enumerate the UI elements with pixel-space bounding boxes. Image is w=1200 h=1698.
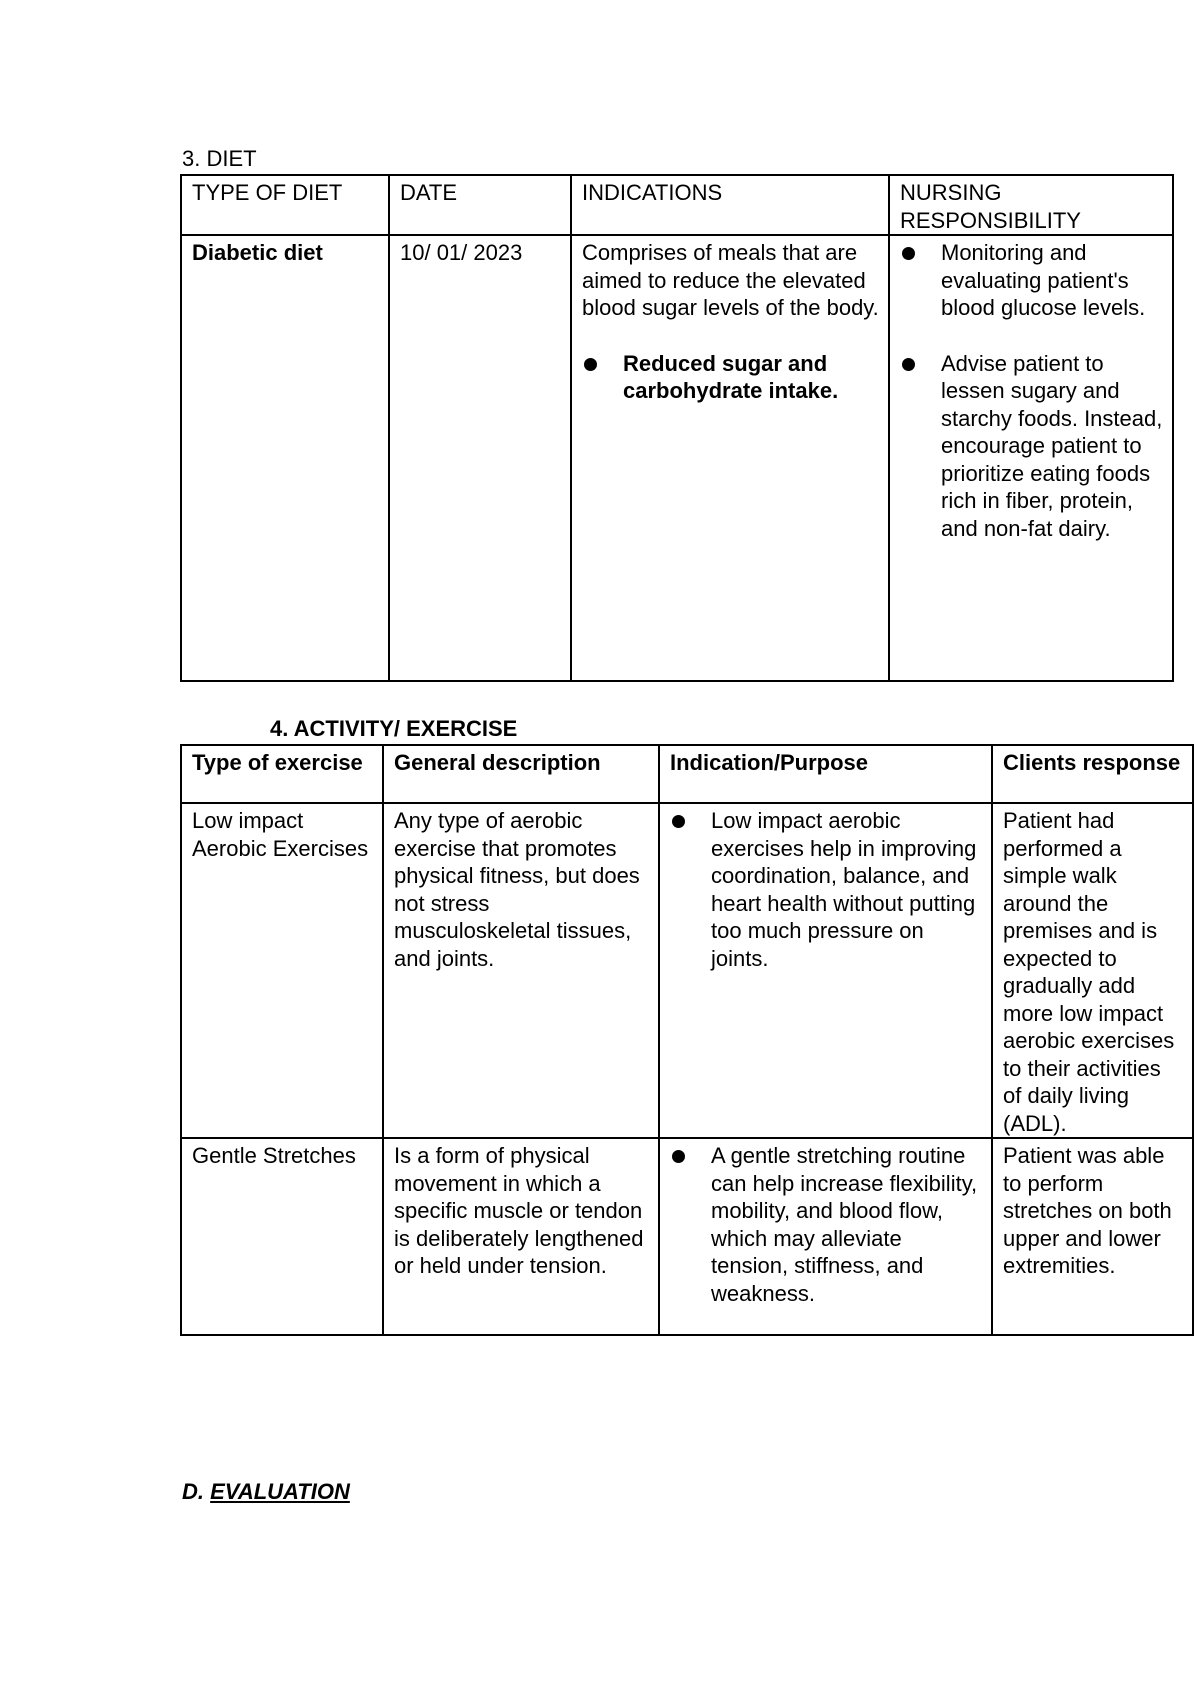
exercise-description: Is a form of physical movement in which a specific muscle or tendon is deliberately lengthened or held under tension. <box>394 1143 644 1278</box>
client-response-cell <box>992 803 1193 1138</box>
table-row <box>181 803 1193 1138</box>
exercise-type-cell <box>181 803 383 1138</box>
list-item <box>670 1142 983 1307</box>
list-item <box>900 350 1164 543</box>
activity-header-description: General description <box>383 745 659 803</box>
evaluation-heading <box>182 1478 350 1505</box>
table-row <box>181 1138 1193 1335</box>
evaluation-label: EVALUATION <box>210 1479 350 1504</box>
exercise-description-cell <box>383 803 659 1138</box>
diet-header-date: DATE <box>389 175 571 235</box>
diet-header-indications: INDICATIONS <box>571 175 889 235</box>
responsibility-text: Advise patient to lessen sugary and starchy foods. Instead, encourage patient to prioritize eating foods rich in fiber, protein, and non-fat dairy. <box>941 350 1163 541</box>
activity-header-response: Clients response <box>992 745 1193 803</box>
activity-header-type: Type of exercise <box>181 745 383 803</box>
client-response-cell <box>992 1138 1193 1335</box>
bullet-icon <box>672 1150 685 1163</box>
exercise-description: Any type of aerobic exercise that promotes physical fitness, but does not stress musculoskeletal tissues, and joints. <box>394 808 640 971</box>
activity-header-purpose: Indication/Purpose <box>659 745 992 803</box>
client-response: Patient had performed a simple walk around the premises and is expected to gradually add more low impact aerobic exercises to their activities of daily living (ADL). <box>1003 808 1175 1136</box>
diet-date-cell <box>389 235 571 681</box>
diet-type: Diabetic diet <box>192 240 323 265</box>
diet-responsibility-cell <box>889 235 1173 681</box>
exercise-purpose: Low impact aerobic exercises help in improving coordination, balance, and heart health without putting too much pressure on joints. <box>711 808 977 971</box>
exercise-purpose-cell <box>659 803 992 1138</box>
bullet-icon <box>584 358 597 371</box>
activity-table <box>180 744 1194 1336</box>
diet-table-header-row <box>181 175 1173 235</box>
client-response: Patient was able to perform stretches on both upper and lower extremities. <box>1003 1143 1172 1278</box>
list-item <box>582 350 880 405</box>
diet-indications-cell <box>571 235 889 681</box>
diet-section-title: 3. DIET <box>182 146 257 171</box>
exercise-purpose: A gentle stretching routine can help increase flexibility, mobility, and blood flow, which may alleviate tension, stiffness, and weakness. <box>711 1143 978 1306</box>
bullet-icon <box>902 358 915 371</box>
diet-table <box>180 174 1174 682</box>
exercise-type: Gentle Stretches <box>192 1143 356 1168</box>
activity-section-title: 4. ACTIVITY/ EXERCISE <box>270 716 518 741</box>
diet-date: 10/ 01/ 2023 <box>400 240 523 265</box>
list-item <box>900 239 1164 322</box>
exercise-description-cell <box>383 1138 659 1335</box>
exercise-purpose-cell <box>659 1138 992 1335</box>
bullet-icon <box>672 815 685 828</box>
diet-indication-text: Comprises of meals that are aimed to reduce the elevated blood sugar levels of the body. <box>582 240 879 320</box>
diet-header-type: TYPE OF DIET <box>181 175 389 235</box>
list-item <box>670 807 983 972</box>
bullet-icon <box>902 247 915 260</box>
activity-table-header-row <box>181 745 1193 803</box>
evaluation-prefix: D. <box>182 1479 211 1504</box>
diet-header-nursing-responsibility: NURSING RESPONSIBILITY <box>889 175 1173 235</box>
exercise-type-cell <box>181 1138 383 1335</box>
exercise-type: Low impact Aerobic Exercises <box>192 808 369 861</box>
diet-type-cell <box>181 235 389 681</box>
responsibility-text: Monitoring and evaluating patient's blood glucose levels. <box>941 240 1146 320</box>
table-row <box>181 235 1173 681</box>
diet-indication-bullet: Reduced sugar and carbohydrate intake. <box>623 350 839 403</box>
